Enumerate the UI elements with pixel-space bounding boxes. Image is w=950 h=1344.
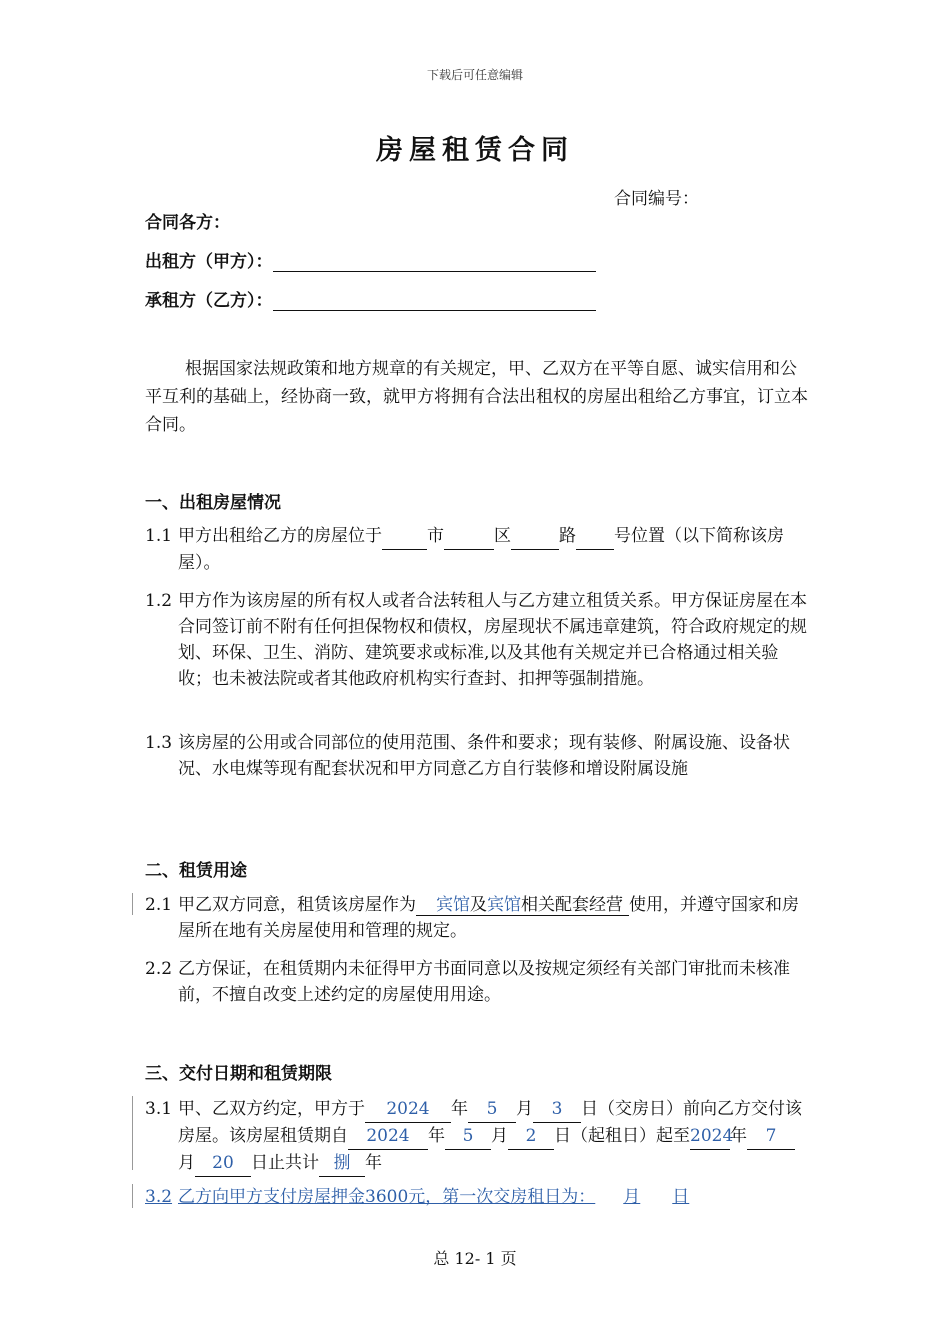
clause-number: 1.2 [145,591,173,611]
clause-text-end: 年 [365,1153,382,1173]
clause-text: 乙方保证，在租赁期内未征得甲方书面同意以及按规定须经有关部门审批而未核准前，不擅自改变上述约定的房屋使用用途。 [178,959,790,1005]
clause-number: 2.2 [145,959,173,979]
day-label: 日 [672,1187,690,1207]
clause-3-2 [145,1184,810,1210]
clause-text: 该房屋的公用或合同部位的使用范围、条件和要求；现有装修、附属设施、设备状况、水电煤等现有配套状况和甲方同意乙方自行装修和增设附属设施 [178,733,790,779]
month-label: 月 [491,1126,508,1146]
month-label: 月 [178,1153,195,1173]
lessee-line [145,286,596,311]
clause-text-mid: 日（起租日）起至 [554,1126,690,1146]
clause-text: 甲、乙双方约定，甲方于 [178,1099,365,1119]
use-hotel-2: 宾馆 [487,895,521,915]
clause-3-1 [145,1096,810,1177]
city-blank [382,523,427,550]
clause-text: 甲乙双方同意，租赁该房屋作为 [178,895,416,915]
intro-paragraph: 根据国家法规政策和地方规章的有关规定，甲、乙双方在平等自愿、诚实信用和公平互利的基础上，经协商一致，就甲方将拥有合法出租权的房屋出租给乙方事宜，订立本合同。 [145,359,808,435]
revision-bar [132,1184,133,1208]
clause-number: 1.1 [145,526,173,546]
parties-label: 合同各方： [145,213,230,233]
city-label: 市 [427,526,444,546]
lessor-label: 出租方（甲方）： [145,252,273,272]
clause-text: 甲方出租给乙方的房屋位于 [178,526,382,546]
lessor-line [145,247,596,272]
revision-bar [132,893,133,915]
lessee-blank [273,290,596,311]
clause-2-2 [145,956,810,1008]
use-and: 及 [470,895,487,915]
revision-bar [132,1096,133,1170]
clause-number: 2.1 [145,895,173,915]
term-years: 捌 [319,1150,365,1177]
clause-1-2 [145,588,810,692]
month-label: 月 [516,1099,533,1119]
clause-1-3 [145,730,810,782]
month-label: 月 [623,1187,641,1207]
start-year: 2024 [348,1123,428,1150]
contract-number-label: 合同编号： [614,189,699,209]
clause-text: 乙方向甲方支付房屋押金3600元，第一次交房租日为： [178,1187,596,1207]
year-label: 年 [730,1126,747,1146]
clause-text-end: 号位置（以下简称该房屋）。 [178,526,784,573]
handover-day: 3 [533,1096,581,1123]
lessor-blank [273,251,596,272]
handover-month: 5 [468,1096,516,1123]
clause-number: 1.3 [145,733,173,753]
clause-number: 3.2 [145,1187,173,1207]
use-purpose-field [416,895,629,916]
page-footer: 总 12- 1 页 [433,1249,517,1268]
clause-1-1 [145,523,810,576]
clause-text-mid: 日止共计 [251,1153,319,1173]
end-day: 20 [195,1150,251,1177]
header-note: 下载后可任意编辑 [426,68,523,82]
section-3-title: 三、交付日期和租赁期限 [145,1064,332,1084]
end-month: 7 [747,1123,795,1150]
use-supporting: 相关配套经营 [521,895,623,915]
district-label: 区 [494,526,511,546]
start-month: 5 [445,1123,491,1150]
clause-text-end: 使用，并遵守国家和房屋所在地有关房屋使用和管理的规定。 [178,895,799,941]
road-blank [511,523,559,550]
clause-2-1 [145,892,810,944]
year-label: 年 [428,1126,445,1146]
section-2-title: 二、租赁用途 [145,861,247,881]
number-blank [576,523,614,550]
road-label: 路 [559,526,576,546]
clause-text-mid: 日（交房日）前向乙方交付该房屋。该房屋租赁期自 [178,1099,802,1146]
end-year: 2024 [690,1123,730,1150]
clause-number: 3.1 [145,1099,173,1119]
lessee-label: 承租方（乙方）： [145,291,273,311]
section-1-title: 一、出租房屋情况 [145,493,281,513]
page-title: 房屋租赁合同 [376,135,574,166]
clause-text: 甲方作为该房屋的所有权人或者合法转租人与乙方建立租赁关系。甲方保证房屋在本合同签订前不附有任何担保物权和债权，房屋现状不属违章建筑，符合政府规定的规划、环保、卫生、消防、建筑要求或标准,以及其他有关规定并已合格通过相关验收；也未被法院或者其他政府机构实行查封、扣押等强制措施。 [178,591,807,689]
year-label: 年 [451,1099,468,1119]
handover-year: 2024 [365,1096,451,1123]
district-blank [444,523,494,550]
use-hotel: 宾馆 [436,895,470,915]
start-day: 2 [508,1123,554,1150]
